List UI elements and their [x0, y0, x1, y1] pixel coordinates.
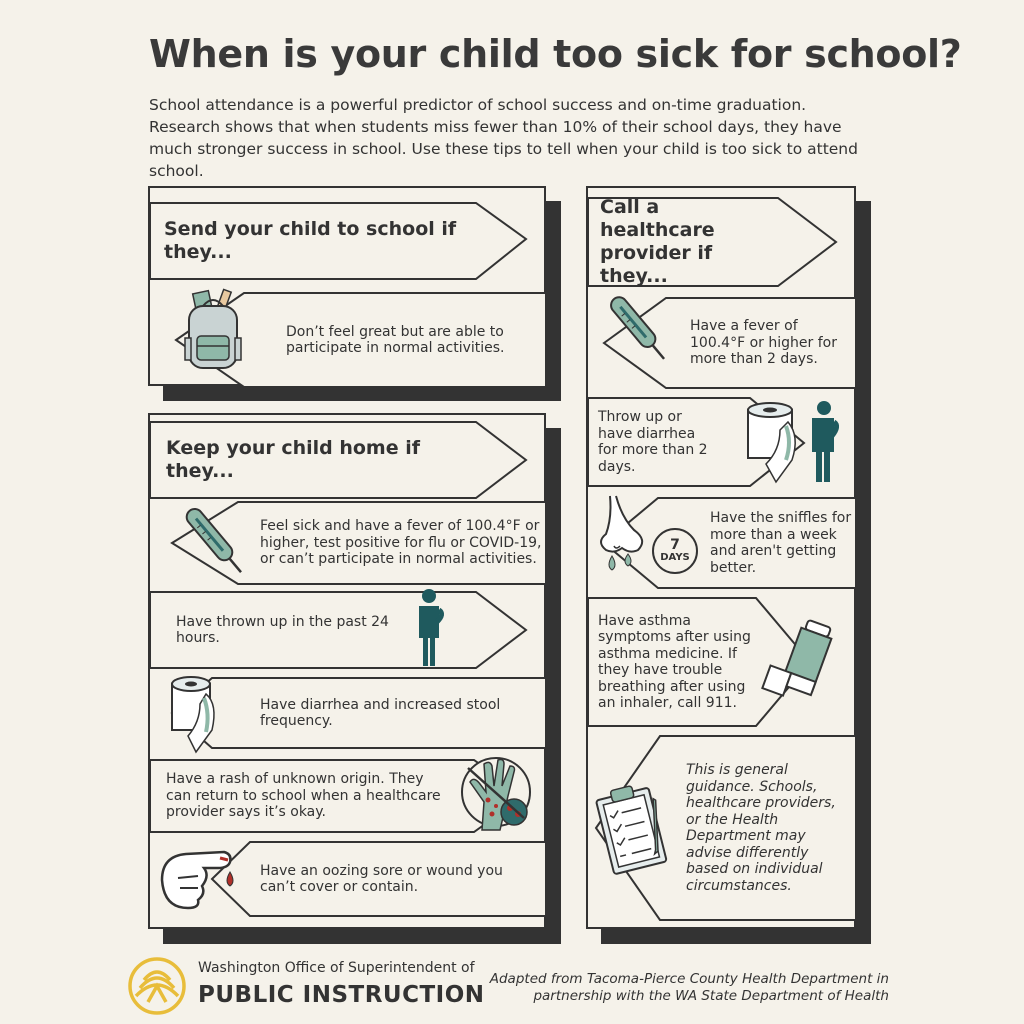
ospi-sun-logo-icon [126, 956, 188, 1016]
call-item-2-text: Throw up or have diarrhea for more than 2 days. [598, 409, 708, 475]
runny-nose-icon [594, 494, 650, 574]
toilet-paper-icon [166, 674, 224, 754]
inhaler-icon [766, 616, 838, 706]
footer-org [198, 960, 485, 1008]
nauseous-person-icon [415, 588, 447, 668]
call-item-4-text: Have asthma symptoms after using asthma medicine. If they have trouble breathing after using an inhaler, call 911. [598, 612, 751, 711]
credit-line1: Adapted from Tacoma-Pierce County Health Department in [489, 971, 889, 987]
thermometer-icon [178, 506, 250, 574]
home-item-5-text: Have an oozing sore or wound you can’t cover or contain. [260, 862, 503, 895]
clipboard-checklist-icon [596, 782, 674, 876]
home-item-3-text: Have diarrhea and increased stool frequency. [260, 696, 501, 729]
toilet-paper-person-icon [744, 400, 844, 486]
org-name-line2: PUBLIC INSTRUCTION [198, 982, 485, 1008]
backpack-icon [183, 290, 243, 370]
call-item-1-text: Have a fever of 100.4°F or higher for more than 2 days. [690, 318, 837, 368]
thermometer-icon [604, 296, 674, 362]
bleeding-finger-icon [158, 846, 236, 912]
days-badge-label: DAYS [660, 552, 690, 563]
rash-hand-icon [460, 752, 532, 834]
org-name-line1: Washington Office of Superintendent of [198, 960, 475, 976]
home-item-1-text: Feel sick and have a fever of 100.4°F or higher, test positive for flu or COVID-19, or can’t participate in normal activities. [260, 518, 542, 568]
days-badge [652, 528, 698, 574]
home-item-4-text: Have a rash of unknown origin. They can return to school when a healthcare provider says it’s okay. [166, 771, 441, 821]
days-badge-number: 7 [670, 537, 680, 553]
credit [490, 971, 889, 1005]
intro-paragraph: School attendance is a powerful predictor of school success and on-time graduation. Research shows that when students miss fewer than 10% of their school days, they have much stronger success in school. Use these tips to tell when your child is too sick to attend school. [149, 96, 858, 180]
send-heading: Send your child to school if they... [164, 218, 457, 263]
call-item-5-text: This is general guidance. Schools, healthcare providers, or the Health Department may advise differently based on individual circumstances. [686, 762, 836, 894]
credit-line2: partnership with the WA State Department of Health [533, 988, 889, 1004]
call-heading: Call a healthcare provider if they... [600, 196, 715, 287]
home-heading: Keep your child home if they... [166, 437, 421, 482]
home-item-2-text: Have thrown up in the past 24 hours. [176, 613, 389, 646]
page-title: When is your child too sick for school? [149, 32, 962, 76]
call-item-3-text: Have the sniffles for more than a week and aren't getting better. [710, 510, 852, 576]
send-item-text: Don’t feel great but are able to participate in normal activities. [286, 323, 505, 356]
